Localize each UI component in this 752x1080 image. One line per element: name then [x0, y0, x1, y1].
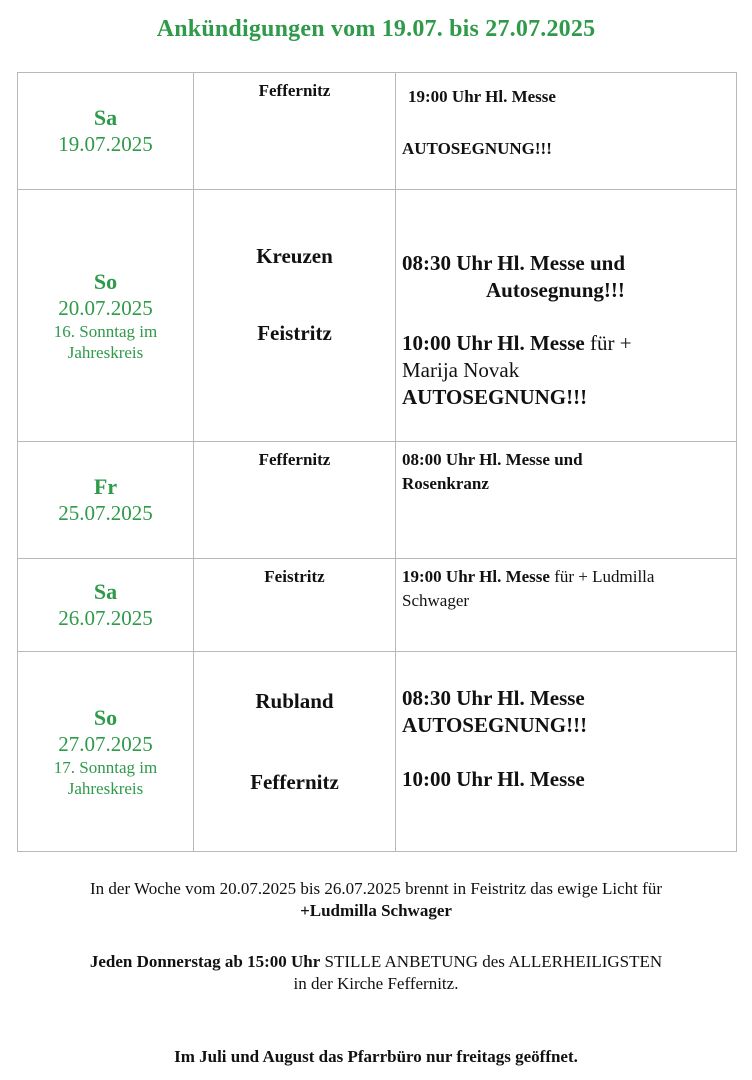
sunday-note: 17. Sonntag im [53, 757, 158, 777]
event-cell [396, 559, 737, 652]
anbetung-notice [0, 951, 752, 995]
event-line: 08:00 Uhr Hl. Messe und [402, 450, 583, 469]
date: 26.07.2025 [58, 606, 153, 630]
event-line: Rosenkranz [402, 474, 489, 493]
event-line: 19:00 Uhr Hl. Messe [408, 87, 556, 106]
pfarrbuero-notice: Im Juli und August das Pfarrbüro nur freitags geöffnet. [174, 1047, 578, 1066]
event-line: Schwager [402, 591, 470, 610]
place-name: Feffernitz [258, 450, 331, 469]
place-cell [194, 652, 396, 852]
notice-line: +Ludmilla Schwager [300, 901, 452, 920]
event-line: 10:00 Uhr Hl. Messe für + [402, 331, 632, 355]
place-name: Feistritz [264, 567, 325, 586]
day-cell [18, 652, 194, 852]
event-cell [396, 442, 737, 559]
event-line: Autosegnung!!! [486, 278, 625, 302]
event-line: Marija Novak [402, 358, 520, 382]
event-line: AUTOSEGNUNG!!! [402, 713, 588, 737]
table-row [18, 559, 737, 652]
notice-line: Jeden Donnerstag ab 15:00 Uhr STILLE ANBETUNG des ALLERHEILIGSTEN [89, 952, 663, 971]
place-name: Feffernitz [250, 770, 339, 794]
place-cell [194, 190, 396, 442]
event-cell [396, 73, 737, 190]
table-row [18, 73, 737, 190]
day-cell [18, 73, 194, 190]
event-cell [396, 652, 737, 852]
event-line: AUTOSEGNUNG!!! [402, 139, 552, 158]
day-cell [18, 190, 194, 442]
event-cell [396, 190, 737, 442]
day-cell [18, 442, 194, 559]
event-line: AUTOSEGNUNG!!! [402, 385, 588, 409]
table-row [18, 190, 737, 442]
weekday: Sa [93, 105, 118, 130]
sunday-note: Jahreskreis [67, 342, 144, 362]
event-line: 08:30 Uhr Hl. Messe [402, 686, 585, 710]
sunday-note: 16. Sonntag im [53, 321, 158, 341]
notice-line: In der Woche vom 20.07.2025 bis 26.07.2025 brennt in Feistritz das ewige Licht für [90, 879, 662, 898]
place-name: Feistritz [257, 321, 332, 345]
place-cell [194, 442, 396, 559]
date: 20.07.2025 [58, 295, 153, 320]
notice-line: in der Kirche Feffernitz. [293, 974, 459, 993]
date: 27.07.2025 [58, 731, 153, 756]
table-row [18, 442, 737, 559]
weekday: So [93, 704, 118, 730]
page-title: Ankündigungen vom 19.07. bis 27.07.2025 [156, 16, 596, 42]
place-cell [194, 559, 396, 652]
event-line: 08:30 Uhr Hl. Messe und [402, 251, 626, 275]
announcement-table [17, 72, 737, 852]
date: 25.07.2025 [58, 501, 153, 525]
sunday-note: Jahreskreis [67, 778, 144, 798]
place-name: Kreuzen [256, 244, 333, 268]
place-name: Rubland [255, 689, 334, 713]
weekday: So [93, 268, 118, 294]
ewiges-licht-notice [0, 878, 752, 922]
date: 19.07.2025 [58, 132, 153, 156]
day-cell [18, 559, 194, 652]
weekday: Sa [93, 579, 118, 604]
place-cell [194, 73, 396, 190]
place-name: Feffernitz [258, 81, 331, 100]
weekday: Fr [93, 474, 118, 499]
event-line: 10:00 Uhr Hl. Messe [402, 767, 585, 791]
table-row [18, 652, 737, 852]
event-line: 19:00 Uhr Hl. Messe für + Ludmilla [402, 567, 655, 586]
